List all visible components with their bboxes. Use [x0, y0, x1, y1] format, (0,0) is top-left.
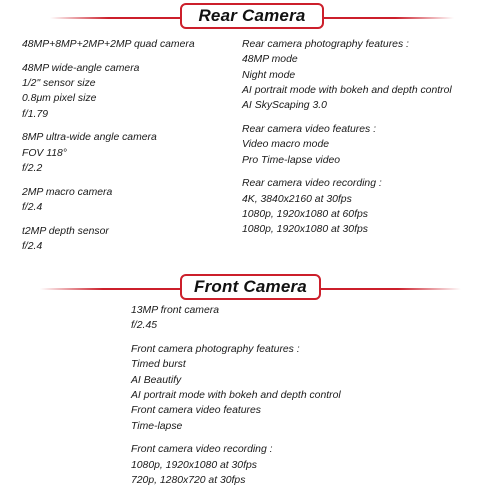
spec-heading: Rear camera video features : [242, 123, 376, 135]
spec-line: Timed burst [131, 359, 186, 371]
rear-specs-left [22, 37, 195, 255]
spec-line: 4K, 3840x2160 at 30fps [242, 193, 352, 205]
spec-heading: Rear camera photography features : [242, 39, 409, 50]
spec-heading: 2MP macro camera [22, 186, 113, 198]
spec-heading: 48MP+8MP+2MP+2MP quad camera [22, 39, 195, 50]
front-camera-title: Front Camera [180, 274, 321, 300]
group-spacer [22, 52, 195, 61]
spec-line: Video macro mode [242, 139, 330, 151]
group-spacer [22, 215, 195, 224]
group-spacer [242, 113, 452, 122]
spec-heading: Front camera video recording : [131, 444, 273, 456]
spec-line: 1080p, 1920x1080 at 60fps [242, 208, 368, 220]
spec-heading: Front camera photography features : [131, 344, 300, 356]
group-spacer [242, 168, 452, 177]
spec-line: f/2.45 [131, 320, 157, 332]
header-rule-right [321, 288, 461, 290]
group-spacer [22, 122, 195, 131]
spec-line: f/2.4 [22, 202, 43, 214]
group-spacer [131, 334, 341, 343]
spec-line: AI Beautify [131, 374, 182, 386]
spec-line: Night mode [242, 69, 296, 81]
rear-camera-header [0, 0, 500, 36]
front-specs [131, 303, 341, 488]
spec-line: 720p, 1280x720 at 30fps [131, 474, 246, 486]
spec-line: 1/2" sensor size [22, 78, 96, 90]
spec-line: Time-lapse [131, 420, 183, 432]
spec-line: f/1.79 [22, 108, 48, 120]
front-camera-header [0, 271, 500, 307]
header-rule-left [40, 288, 180, 290]
header-rule-left [50, 17, 180, 19]
spec-line: FOV 118° [22, 147, 67, 159]
spec-line: f/2.2 [22, 163, 43, 175]
spec-line: AI SkyScaping 3.0 [242, 100, 327, 112]
spec-heading: 13MP front camera [131, 305, 219, 316]
rear-camera-title: Rear Camera [180, 3, 324, 29]
spec-line: AI portrait mode with bokeh and depth control [242, 84, 452, 96]
spec-line: AI portrait mode with bokeh and depth control [131, 389, 341, 401]
spec-heading: t2MP depth sensor [22, 225, 109, 237]
group-spacer [131, 434, 341, 443]
spec-line: 0.8μm pixel size [22, 93, 97, 105]
spec-line: f/2.4 [22, 241, 43, 253]
spec-heading: 8MP ultra-wide angle camera [22, 132, 157, 144]
rear-specs-right [242, 37, 452, 238]
spec-line: 1080p, 1920x1080 at 30fps [131, 459, 257, 471]
spec-line: 48MP mode [242, 54, 298, 66]
spec-heading: 48MP wide-angle camera [22, 62, 140, 74]
header-rule-right [324, 17, 454, 19]
spec-line: 1080p, 1920x1080 at 30fps [242, 224, 368, 236]
spec-line: Front camera video features [131, 405, 261, 417]
spec-heading: Rear camera video recording : [242, 178, 382, 190]
spec-line: Pro Time-lapse video [242, 154, 341, 166]
group-spacer [22, 176, 195, 185]
